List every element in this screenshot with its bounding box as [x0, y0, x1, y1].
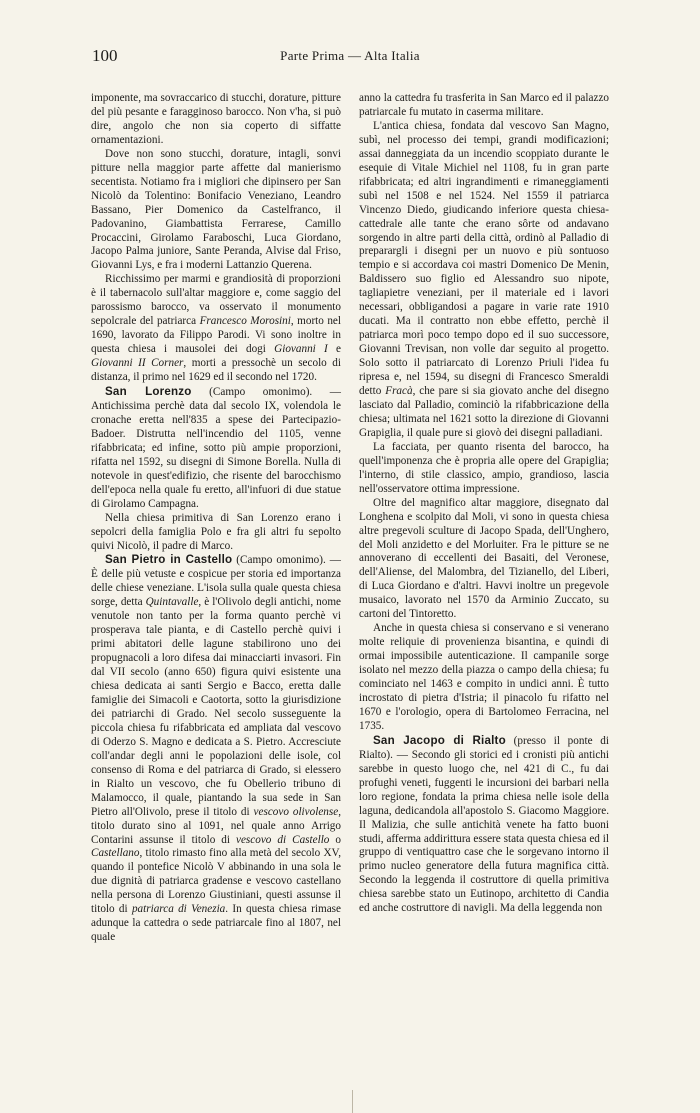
section-heading: San Lorenzo [105, 385, 192, 399]
paragraph: anno la cattedra fu trasferita in San Marco ed il palazzo patriarcale fu mutato in caserma militare. [359, 92, 609, 118]
paragraph: Ricchissimo per marmi e grandiosità di proporzioni è il tabernacolo sull'altar maggiore e, come saggio del parossismo barocco, va osservato il monumento sepolcrale del patriarca Francesco Morosini, morto nel 1690, lavorato da Filippo Parodi. Vi sono inoltre in questa chiesa i mausolei dei dogi Giovanni I e Giovanni II Corner, morti a pressochè un secolo di distanza, il primo nel 1629 ed il secondo nel 1720. [91, 273, 342, 384]
binding-mark [352, 1090, 353, 1113]
page-number: 100 [92, 46, 118, 65]
left-column [91, 92, 341, 1092]
paragraph: Dove non sono stucchi, dorature, intagli, sonvi pitture nella maggior parte affette dal manierismo secentista. Notiamo fra i migliori che dipinsero per San Nicolò da Tolentino: Bonifacio Veneziano, Leandro Bassano, Pier Domenico da Castelfranco, il Padovanino, Giambattista Ferrarese, Camillo Procaccini, Girolamo Faraboschi, Luca Giordano, Jacopo Palma juniore, Sante Peranda, Alvise dal Friso, Giovanni Lys, e fra i moderni Lattanzio Querena. [91, 147, 341, 272]
paragraph-san-lorenzo: San Lorenzo (Campo omonimo). — Antichissima perchè data dal secolo IX, volendola le cronache eretta nell'835 a spese dei Partecipazio-Badoer. Distrutta nell'incendio del 1105, venne rifabbricata; ed infine, sotto più ampie proporzioni, rifatta nel 1592, su disegni di Simone Borella. Nulla di notevole in quest'edifizio, che risente del barocchismo dell'epoca nella quale fu eretto, all'infuori di due statue di Girolamo Campagna. [91, 385, 341, 510]
running-head: Parte Prima — Alta Italia [280, 48, 420, 63]
page-header [92, 44, 608, 68]
section-heading: San Jacopo di Rialto [373, 733, 506, 747]
paragraph: L'antica chiesa, fondata dal vescovo San Magno, subì, nel processo dei tempi, grandi modificazioni; assai danneggiata da un incendio scoppiato durante le esequie di Vitale Michiel nel 1108, fu in gran parte rifabbricata; ed altri ingrandimenti e rimaneggiamenti subì nel 1508 e nel 1524. Nel 1559 il patriarca Vincenzo Diedo, giudicando inferiore questa chiesa-cattedrale alle tante che erano sôrte od andavano sorgendo in altre parti della città, ordinò al Palladio di preparargli i disegni per un nuovo e più sontuoso tempio e si accordava coi mastri Domenico De Menin, Baldissero suo figlio ed Alessandro suo nipote, tagliapietre veneziani, per il materiale ed i lavori necessari, obbligandosi a pagare in varie rate 1910 ducati. Ma il contratto non ebbe effetto, perchè il patriarca morì poco tempo dopo ed il suo successore, Giovanni Trevisan, non volle dar seguito al progetto. Solo sotto il patriarcato di Lorenzo Priuli l'idea fu ripresa e, nel 1594, su disegni di Francesco Smeraldi detto Fracà, che pare si sia giovato anche del disegno lasciato dal Palladio, cominciò la rifabbricazione della chiesa; ultimata nel 1621 sotto la direzione di Giovanni Grapiglia, il quale pure si giovò dei disegni palladiani. [359, 119, 609, 439]
paragraph: Oltre del magnifico altar maggiore, disegnato dal Longhena e scolpito dal Moli, vi sono in questa chiesa altre pregevoli sculture di Jacopo Spada, dell'Unghero, del Moli anzidetto e del Morluiter. Fra le pitture se ne annoverano di eccellenti dei Basaiti, del Veronese, dell'Aliense, del Malombra, del Tizianello, del Liberi, di Luca Giordano e d'altri. Havvi inoltre un pregevole musaico, lavorato nel 1570 da Arminio Zuccato, su cartoni del Tintoretto. [359, 496, 609, 621]
paragraph: imponente, ma sovraccarico di stucchi, dorature, pitture del più pesante e faragginoso barocco. Non v'ha, si può dire, angolo che non sia coperto di siffatte ornamentazioni. [91, 92, 341, 146]
paragraph-san-pietro: San Pietro in Castello (Campo omonimo). — È delle più vetuste e cospicue per storia ed importanza delle chiese veneziane. L'isola sulla quale questa chiesa sorge, detta Quintavalle, è l'Olivolo degli antichi, nome venutole non tanto per la forma quanto perchè vi prosperava tale pianta, e di Castello perchè quivi i primi abitatori delle lagune stabilirono uno dei propugnacoli a loro difesa dai minacciarti invasori. Fin dal VII secolo (anno 650) figura quivi esistente una chiesa dedicata ai santi Sergio e Bacco, eretta dalle famiglie dei Simacoli e Caotorta, sotto la giurisdizione dei patriarchi di Grado. Nel secolo susseguente la piccola chiesa fu rifabbricata ed ampliata dal vescovo di Oderzo S. Magno e dedicata a S. Pietro. Accresciute coll'andar degli anni le popolazioni delle isole, col consenso di Roma e del patriarca di Grado, si elessero in Rialto un vescovo, che fu Obellerio tribuno di Malamocco, il quale, piantando la sua sede in San Pietro all'Olivolo, prese il titolo di vescovo olivolense, titolo durato sino al 1091, nel quale anno Arrigo Contarini assunse il titolo di vescovo di Castello o Castellano, titolo rimasto fino alla metà del secolo XV, quando il pontefice Nicolò V abbinando in una sola le due dignità di patriarca gradense e vescovo castellano nella persona di Lorenzo Giustiniani, questi assunse il titolo di patriarca di Venezia. In questa chiesa rimase adunque la cattedra o sede patriarcale fino al 1807, nel quale [91, 553, 342, 944]
section-heading: San Pietro in Castello [105, 553, 233, 567]
paragraph: Anche in questa chiesa si conservano e si venerano molte reliquie di provenienza bisantina, e quindi di ormai impossibile autenticazione. Il campanile sorge isolato nel mezzo della piazza o campo della chiesa; fu cominciato nel 1463 e compito in undici anni. È tutto incrostato di pietra d'Istria; il pinacolo fu rifatto nel 1670 e l'orologio, opera di Bartolomeo Ferracina, nel 1735. [359, 622, 609, 732]
paragraph-san-jacopo: San Jacopo di Rialto (presso il ponte di Rialto). — Secondo gli storici ed i cronisti più antichi sarebbe in questo luogo che, nel 421 di C., fu dai profughi veneti, fuggenti le incursioni dei barbari nella loro regione, fondata la prima chiesa nelle isole della laguna, dedicandola all'apostolo S. Giacomo Maggiore. Il Malizia, che sulle antichità venete ha fatto buoni studi, afferma addirittura essere stata questa chiesa ed il gruppo di ventiquattro case che le sorgevano intorno il primo nucleo generatore della futura magnifica città. Secondo la leggenda il costruttore di quella primitiva chiesa sarebbe stato un Eutinopo, architetto di Candia ed anche costruttore di navigli. Ma della leggenda non [359, 733, 609, 915]
right-column [359, 92, 609, 1092]
text-columns [91, 92, 609, 1092]
paragraph: La facciata, per quanto risenta del barocco, ha quell'imponenza che è propria alle opere del Grapiglia; l'interno, di stile classico, ampio, grandioso, lascia nell'osservatore ottima impressione. [359, 440, 609, 495]
paragraph: Nella chiesa primitiva di San Lorenzo erano i sepolcri della famiglia Polo e fra gli altri fu sepolto quivi Nicolò, il padre di Marco. [91, 511, 341, 552]
